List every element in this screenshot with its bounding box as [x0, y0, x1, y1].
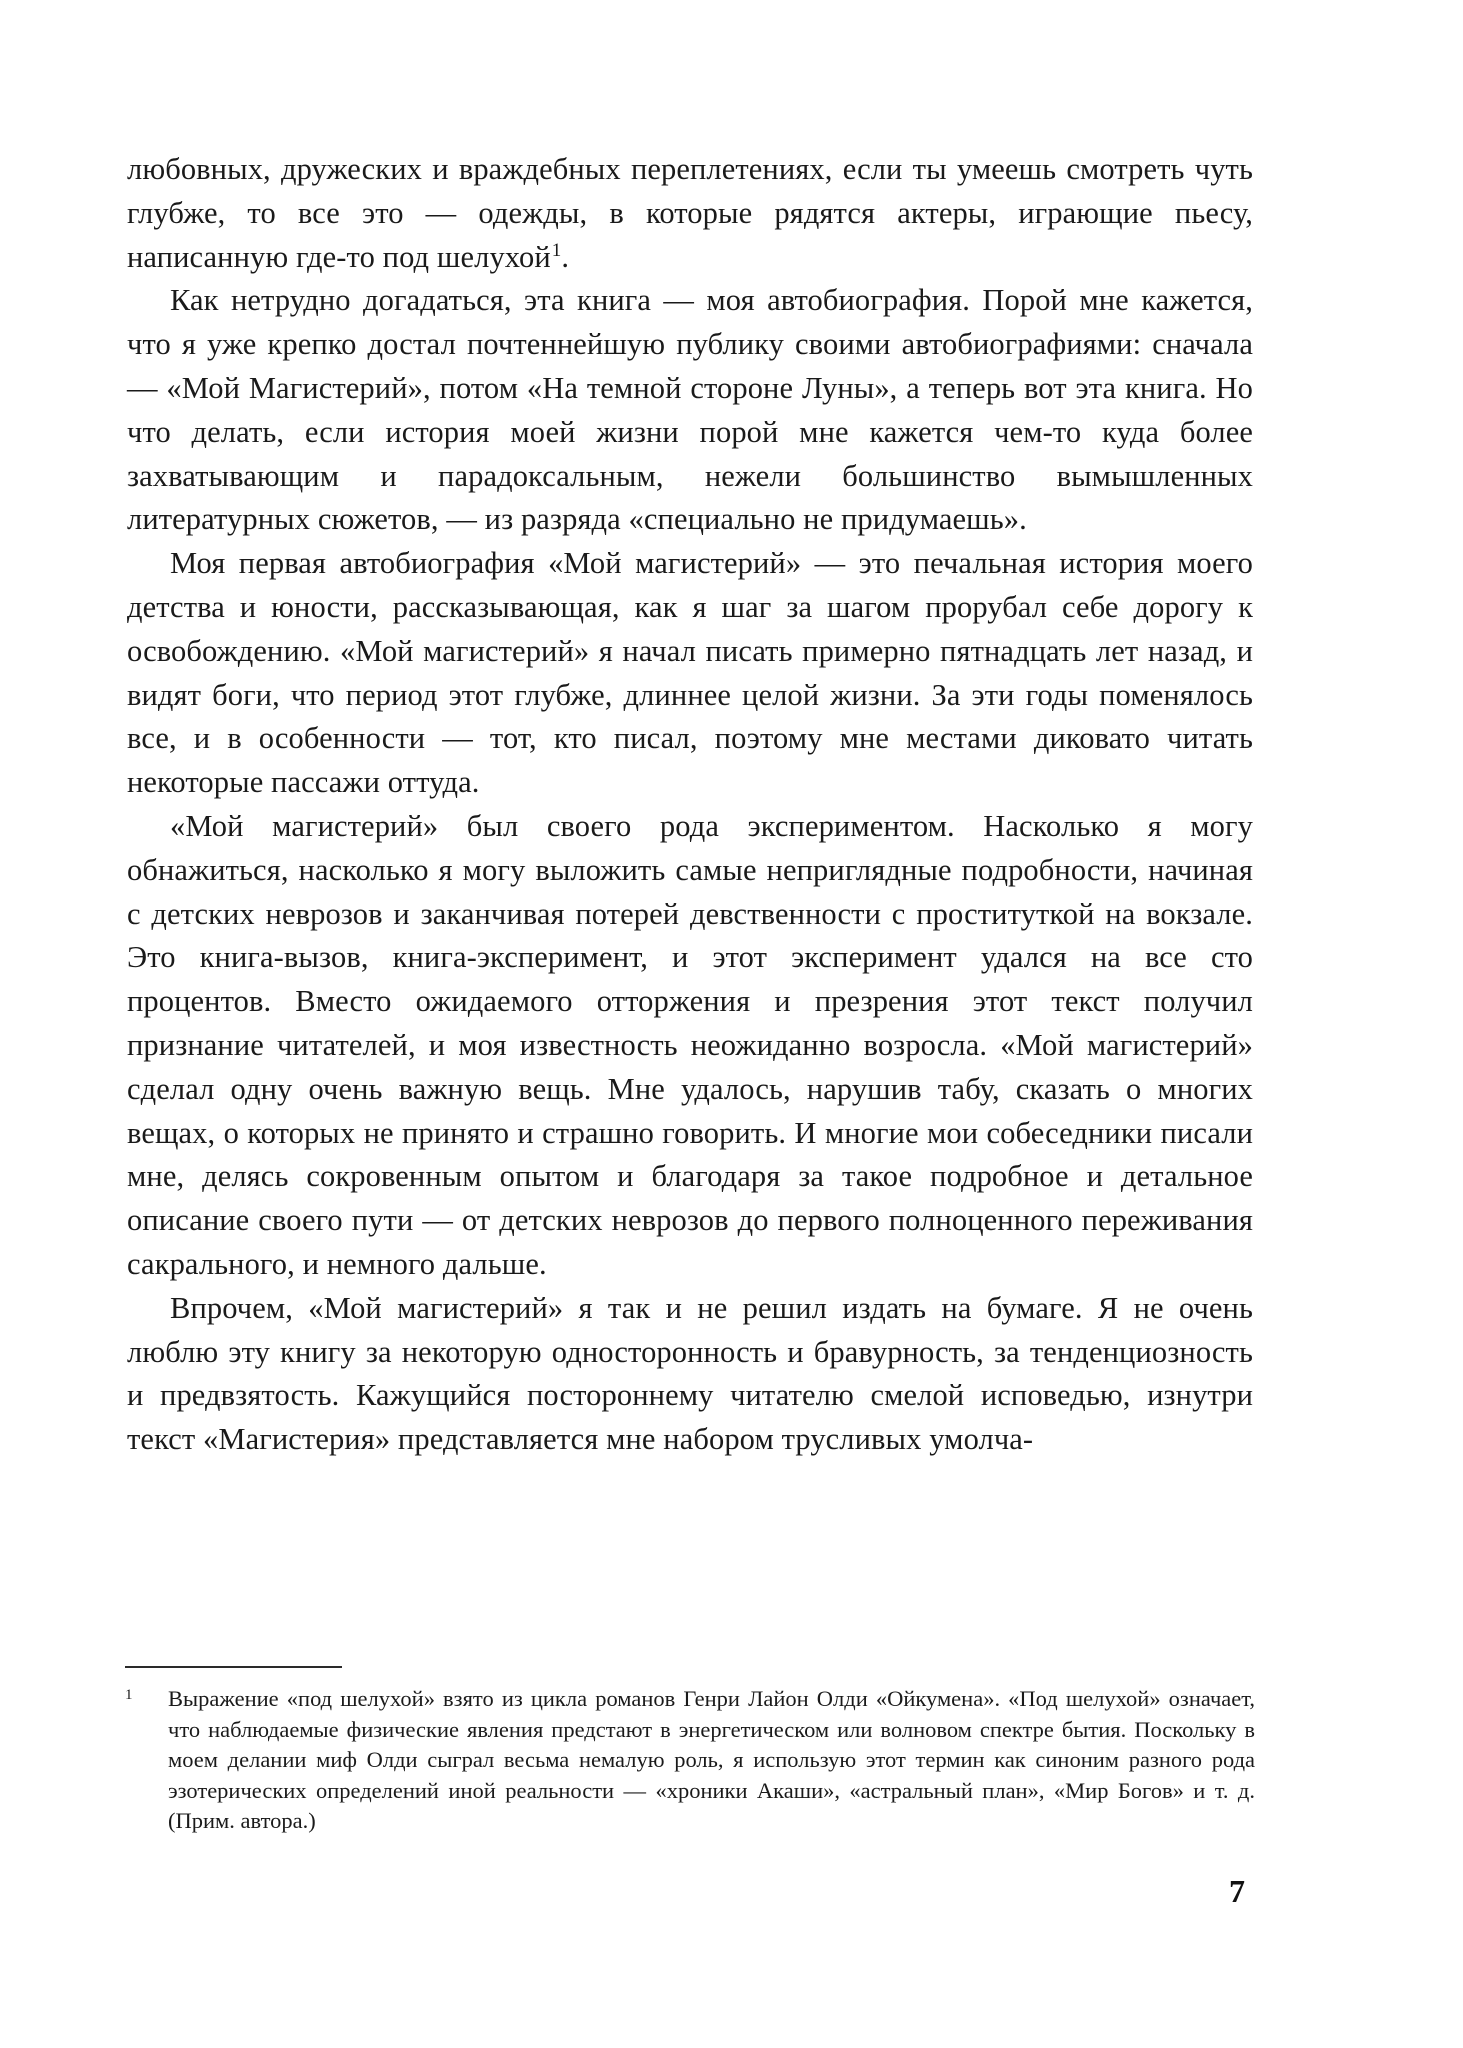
- footnote-text: Выражение «под шелухой» взято из цикла романов Генри Лайон Олди «Ойкумена». «Под шелухой» означает, что наблюдаемые физические явления предстают в энергетическом или волновом спектре бытия. Поскольку в моем делании миф Олди сыграл весьма немалую роль, я использую этот термин как синоним разного рода эзотерических определений иной реальности — «хроники Акаши», «астральный план», «Мир Богов» и т. д. (Прим. автора.): [168, 1686, 1255, 1833]
- page-number: 7: [1229, 1873, 1245, 1909]
- paragraph-4: «Мой магистерий» был своего рода экспериментом. Насколько я могу обнажиться, насколько я могу выложить самые неприглядные подробности, начиная с детских неврозов и заканчивая потерей девственности с проституткой на вокзале. Это книга-вызов, книга-эксперимент, и этот эксперимент удался на все сто процентов. Вместо ожидаемого отторжения и презрения этот текст получил признание читателей, и моя известность неожиданно возросла. «Мой магистерий» сделал одну очень важную вещь. Мне удалось, нарушив табу, сказать о многих вещах, о которых не принято и страшно говорить. И многие мои собеседники писали мне, делясь сокровенным опытом и благодаря за такое подробное и детальное описание своего пути — от детских неврозов до первого полноценного переживания сакрального, и немного дальше.: [127, 808, 1253, 1281]
- body-text: [127, 148, 1253, 1462]
- paragraph-5: Впрочем, «Мой магистерий» я так и не решил издать на бумаге. Я не очень люблю эту книгу за некоторую односторонность и бравурность, за тенденциозность и предвзятость. Кажущийся постороннему читателю смелой исповедью, изнутри текст «Магистерия» представляется мне набором трусливых умолча-: [127, 1290, 1253, 1457]
- paragraph-1: [127, 148, 1253, 279]
- footnote-reference[interactable]: 1: [551, 239, 562, 261]
- footnote-marker: 1: [125, 1687, 133, 1703]
- footnote-separator: [125, 1666, 342, 1668]
- footnote: [125, 1684, 1255, 1837]
- paragraph-1-text: любовных, дружеских и враждебных переплетениях, если ты умеешь смотреть чуть глубже, то все это — одежды, в которые рядятся актеры, играющие пьесу, написанную где-то под шелухой: [127, 152, 1253, 274]
- paragraph-1-tail: .: [561, 239, 570, 274]
- paragraph-3: Моя первая автобиография «Мой магистерий» — это печальная история моего детства и юности, рассказывающая, как я шаг за шагом прорубал себе дорогу к освобождению. «Мой магистерий» я начал писать примерно пятнадцать лет назад, и видят боги, что период этот глубже, длиннее целой жизни. За эти годы поменялось все, и в особенности — тот, кто писал, поэтому мне местами диковато читать некоторые пассажи оттуда.: [127, 546, 1253, 800]
- paragraph-2: Как нетрудно догадаться, эта книга — моя автобиография. Порой мне кажется, что я уже крепко достал почтеннейшую публику своими автобиографиями: сначала — «Мой Магистерий», потом «На темной стороне Луны», а теперь вот эта книга. Но что делать, если история моей жизни порой мне кажется чем-то куда более захватывающим и парадоксальным, нежели большинство вымышленных литературных сюжетов, — из разряда «специально не придумаешь».: [127, 283, 1253, 537]
